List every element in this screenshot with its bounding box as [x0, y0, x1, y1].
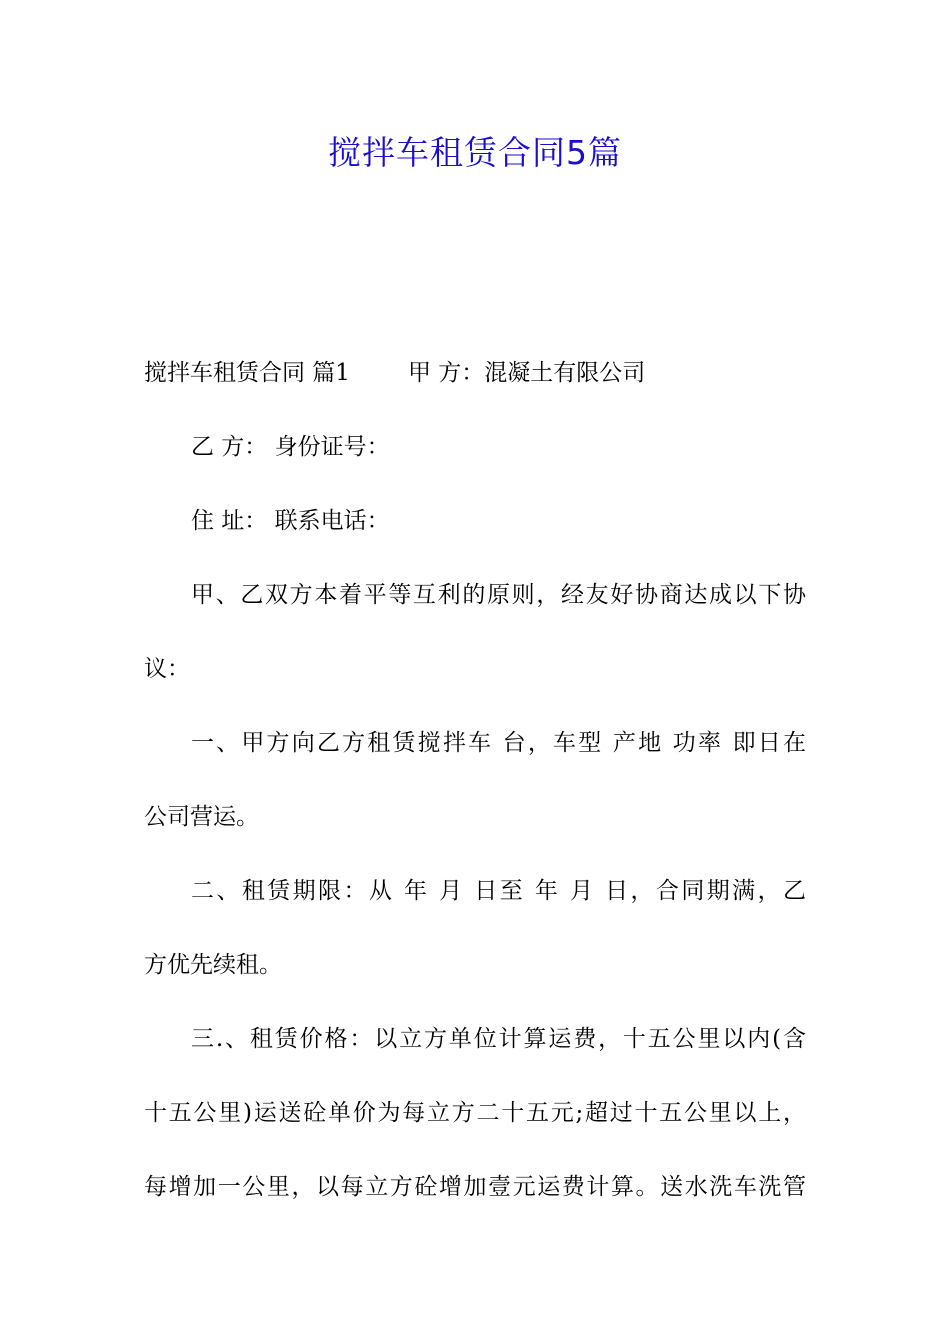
- paragraph-line: 议：: [144, 656, 190, 682]
- paragraph-line: 方优先续租。: [144, 952, 282, 978]
- paragraph-line: 每增加一公里，以每立方砼增加壹元运费计算。送水洗车洗管: [144, 1174, 806, 1200]
- paragraph-line: 甲、乙双方本着平等互利的原则，经友好协商达成以下协: [191, 582, 806, 608]
- paragraph-line: 公司营运。: [144, 804, 259, 830]
- document-body: [144, 336, 806, 1224]
- document-title: 搅拌车租赁合同5篇: [328, 133, 622, 172]
- section-header-line: [144, 336, 806, 410]
- party-b-line: 乙 方： 身份证号：: [191, 434, 390, 460]
- address-line: 住 址： 联系电话：: [191, 508, 390, 534]
- paragraph-line: 十五公里)运送砼单价为每立方二十五元;超过十五公里以上，: [144, 1100, 806, 1126]
- paragraph-line: 一、甲方向乙方租赁搅拌车 台，车型 产地 功率 即日在: [191, 730, 806, 756]
- section-heading: 搅拌车租赁合同 篇1: [144, 360, 350, 386]
- party-a-line: 甲 方：混凝土有限公司: [407, 360, 646, 386]
- paragraph-line: 二、租赁期限：从 年 月 日至 年 月 日，合同期满，乙: [191, 878, 806, 904]
- paragraph-line: 三.、租赁价格：以立方单位计算运费，十五公里以内(含: [191, 1026, 806, 1052]
